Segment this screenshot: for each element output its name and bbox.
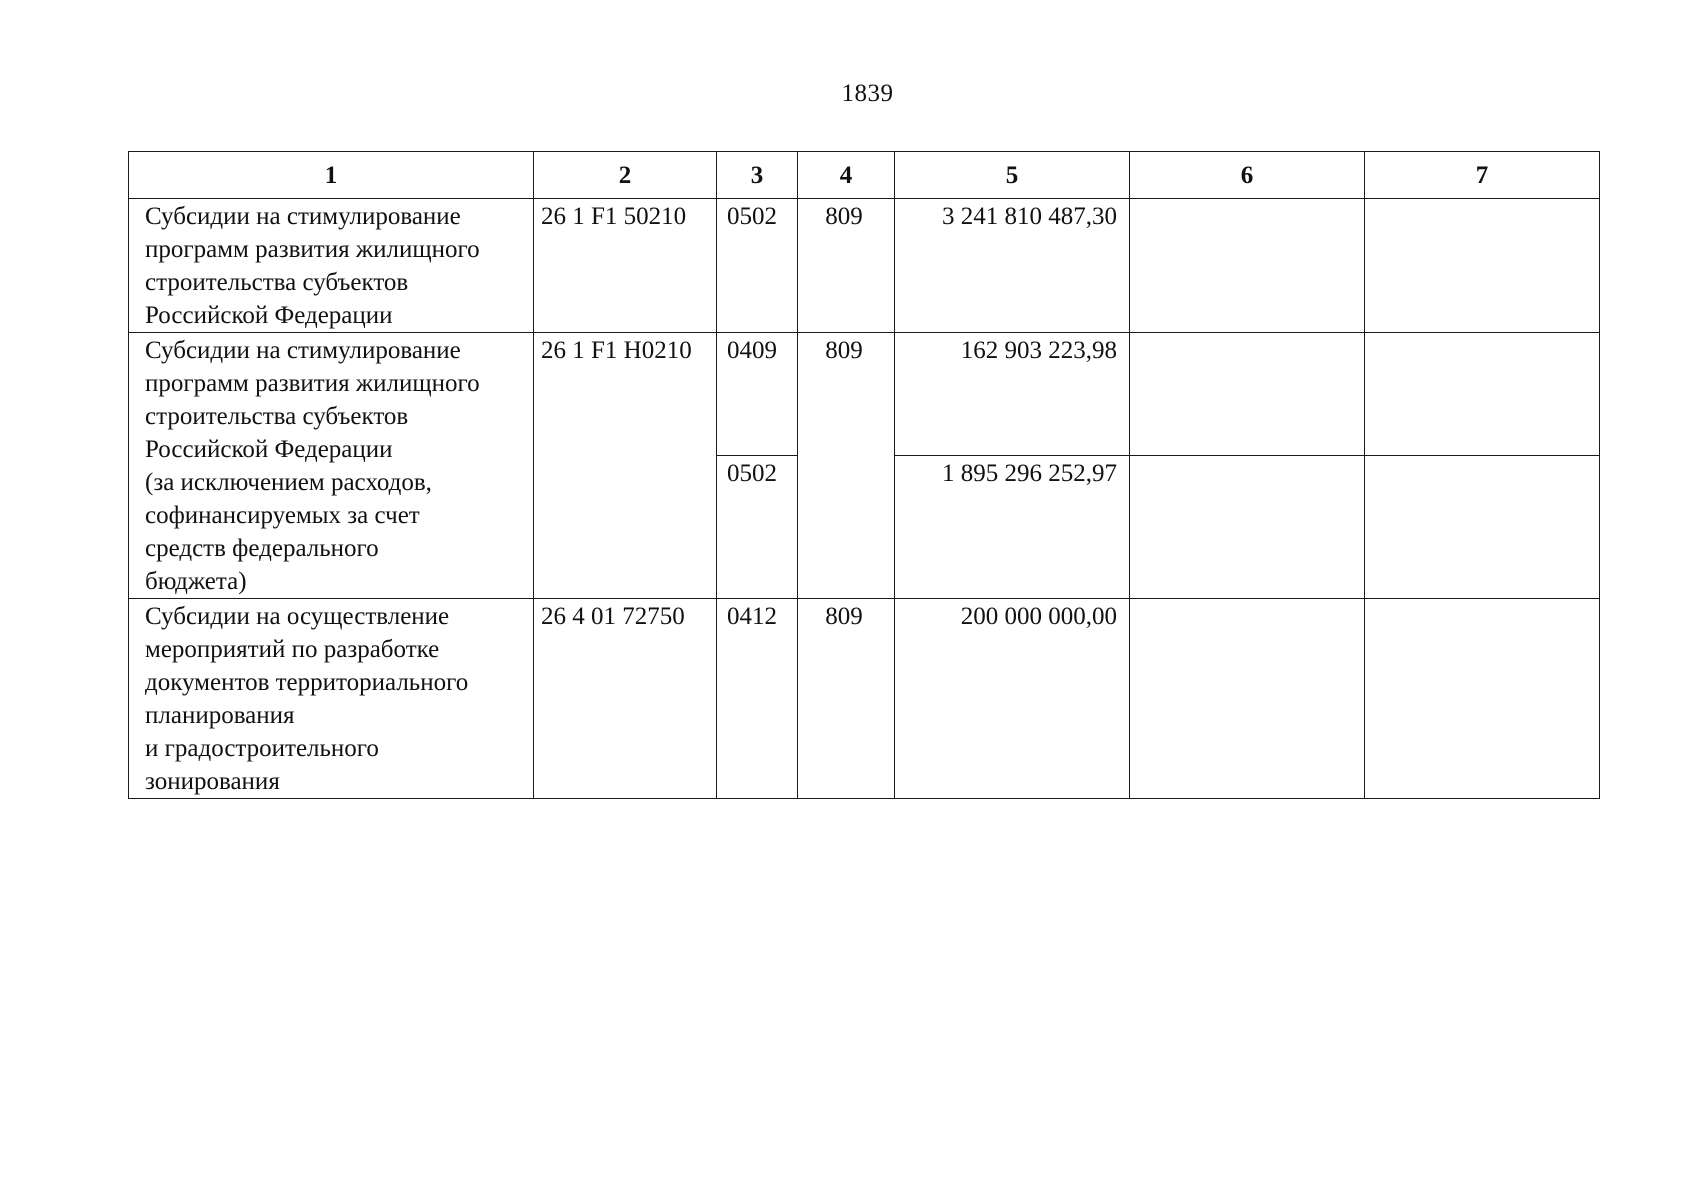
column-6-cell bbox=[1130, 333, 1365, 456]
budget-table bbox=[128, 151, 1600, 799]
column-6-cell bbox=[1130, 199, 1365, 333]
column-header-2: 2 bbox=[534, 152, 717, 199]
table-row bbox=[129, 199, 1600, 333]
column-7-cell bbox=[1365, 599, 1600, 799]
amount-cell: 200 000 000,00 bbox=[895, 599, 1130, 799]
table-row bbox=[129, 599, 1600, 799]
section-code-cell: 0409 bbox=[717, 333, 798, 456]
expense-name-cell: Субсидии на стимулирование программ развития жилищного строительства субъектов Российской Федерации (за исключением расходов, софинансируемых за счет средств федерального бюджета) bbox=[129, 333, 534, 599]
expense-name-cell: Субсидии на осуществление мероприятий по разработке документов территориального планирования и градостроительного зонирования bbox=[129, 599, 534, 799]
amount-cell: 162 903 223,98 bbox=[895, 333, 1130, 456]
grbs-code-cell: 809 bbox=[798, 333, 895, 599]
column-7-cell bbox=[1365, 333, 1600, 456]
column-7-cell bbox=[1365, 199, 1600, 333]
target-code-cell: 26 4 01 72750 bbox=[534, 599, 717, 799]
target-code-cell: 26 1 F1 H0210 bbox=[534, 333, 717, 599]
grbs-code-cell: 809 bbox=[798, 199, 895, 333]
column-header-6: 6 bbox=[1130, 152, 1365, 199]
column-header-7: 7 bbox=[1365, 152, 1600, 199]
column-header-3: 3 bbox=[717, 152, 798, 199]
amount-cell: 3 241 810 487,30 bbox=[895, 199, 1130, 333]
target-code-cell: 26 1 F1 50210 bbox=[534, 199, 717, 333]
column-6-cell bbox=[1130, 456, 1365, 599]
expense-name-cell: Субсидии на стимулирование программ развития жилищного строительства субъектов Российской Федерации bbox=[129, 199, 534, 333]
amount-cell: 1 895 296 252,97 bbox=[895, 456, 1130, 599]
grbs-code-cell: 809 bbox=[798, 599, 895, 799]
table-header-row bbox=[129, 152, 1600, 199]
page-number: 1839 bbox=[841, 80, 894, 107]
section-code-cell: 0412 bbox=[717, 599, 798, 799]
section-code-cell: 0502 bbox=[717, 456, 798, 599]
column-6-cell bbox=[1130, 599, 1365, 799]
column-header-4: 4 bbox=[798, 152, 895, 199]
column-header-1: 1 bbox=[129, 152, 534, 199]
section-code-cell: 0502 bbox=[717, 199, 798, 333]
column-header-5: 5 bbox=[895, 152, 1130, 199]
table-row bbox=[129, 333, 1600, 456]
column-7-cell bbox=[1365, 456, 1600, 599]
